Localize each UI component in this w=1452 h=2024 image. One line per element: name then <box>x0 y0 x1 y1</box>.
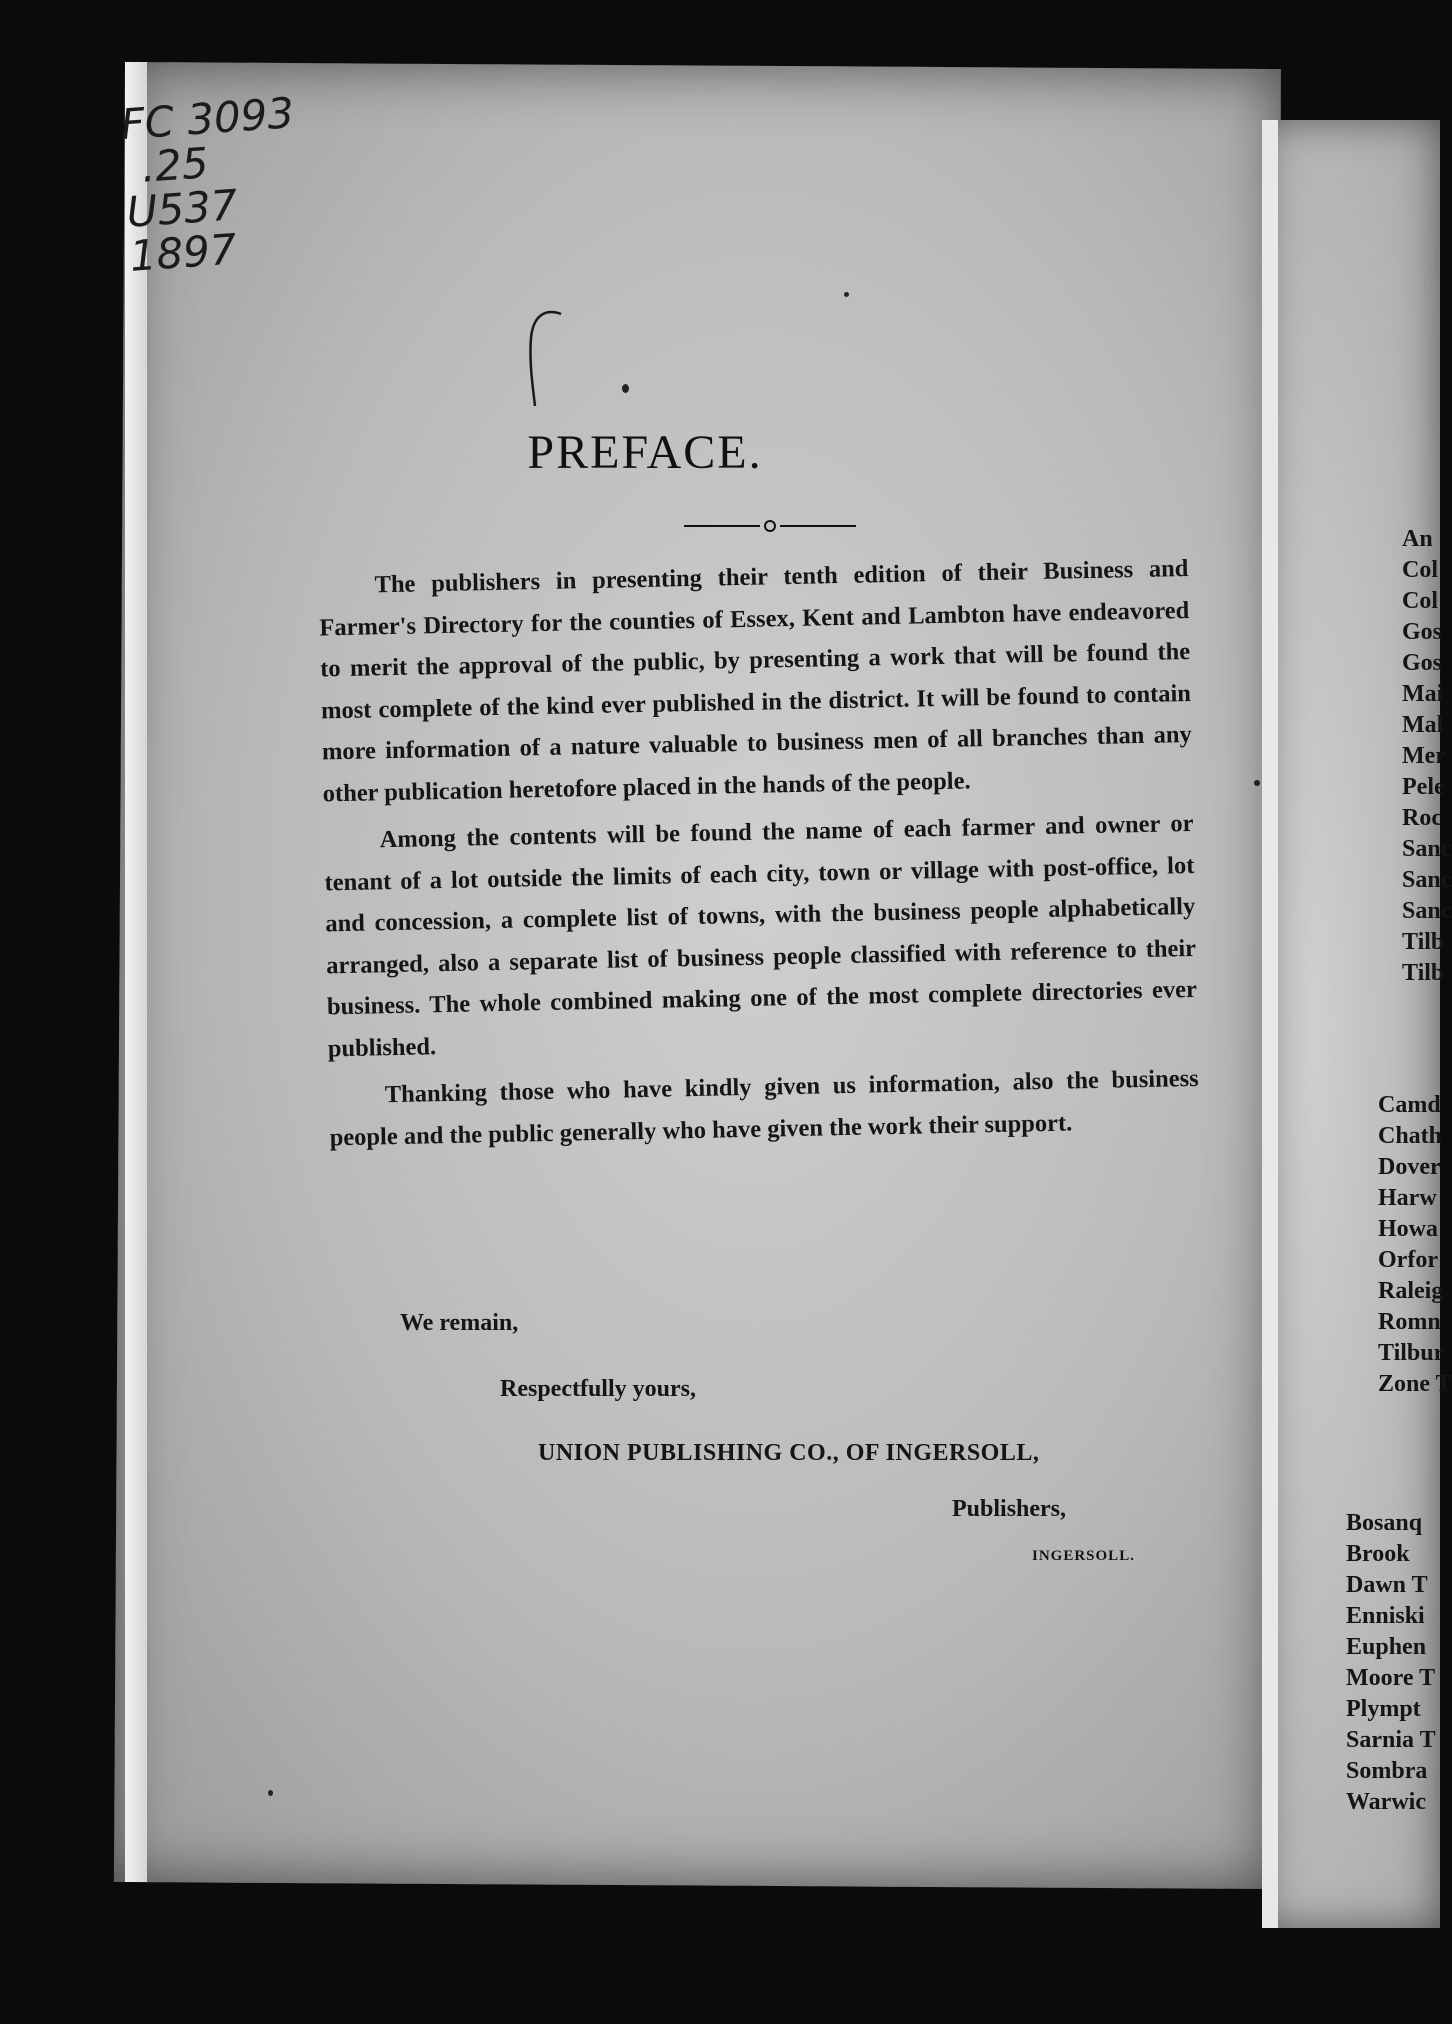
call-number-line: FC 3093 <box>118 88 296 150</box>
list-item: Bosanq <box>1346 1510 1423 1536</box>
list-item: Moore T <box>1346 1665 1436 1691</box>
list-item: Raleig <box>1378 1278 1444 1304</box>
list-item: Tilb <box>1402 929 1445 955</box>
list-item: Mer <box>1402 743 1446 769</box>
list-item: Camd <box>1378 1092 1441 1118</box>
list-item: Enniski <box>1346 1603 1425 1629</box>
call-number-line: 1897 <box>128 224 239 281</box>
list-item: Gos <box>1402 619 1443 645</box>
list-item: Romn <box>1378 1309 1441 1335</box>
list-item: Brook <box>1346 1541 1410 1567</box>
list-item: Warwic <box>1346 1789 1426 1815</box>
paper-speck <box>622 384 629 393</box>
list-item: Mal <box>1402 712 1444 738</box>
list-item: Sanc <box>1402 836 1452 862</box>
list-item: Zone T <box>1378 1371 1452 1397</box>
list-item: Sanc <box>1402 898 1452 924</box>
list-item: Sanc <box>1402 867 1452 893</box>
list-item: Tilb <box>1402 960 1445 986</box>
list-item: Roc <box>1402 805 1442 831</box>
call-number-line: .25 <box>139 138 211 192</box>
list-item: Mai <box>1402 681 1444 707</box>
preface-paragraph: Thanking those who have kindly given us information, also the business people and the public generally who have given the work their support. <box>329 1064 1199 1151</box>
call-number-line: U537 <box>125 180 240 237</box>
publisher-name: UNION PUBLISHING CO., OF INGERSOLL, <box>538 1440 1040 1466</box>
list-item: Howa <box>1378 1216 1438 1242</box>
title-divider <box>684 516 856 536</box>
page-title: PREFACE. <box>527 426 763 479</box>
handwritten-call-number <box>119 87 361 279</box>
paper-speck <box>1254 780 1260 786</box>
pencil-bracket-mark <box>515 308 565 408</box>
right-page-list-townships-c <box>1346 1508 1436 1818</box>
right-page-list-townships-a <box>1402 524 1451 989</box>
list-item: Sombra <box>1346 1758 1428 1784</box>
list-item: Col <box>1402 557 1438 583</box>
list-item: Orfor <box>1378 1247 1438 1273</box>
preface-paragraph: Among the contents will be found the name of each farmer and owner or tenant of a lot outside the limits of each city, town or village with post-office, lot and concession, a complete list of towns, with the business people alphabetically arranged, also a separate list of business people classified with reference to their business. The whole combined making one of the most complete directories ever published. <box>324 809 1198 1062</box>
paper-speck <box>844 292 849 297</box>
right-page-list-townships-b <box>1378 1090 1452 1400</box>
closing-respectfully: Respectfully yours, <box>500 1376 696 1402</box>
list-item: Chath <box>1378 1123 1443 1149</box>
publisher-role: Publishers, <box>952 1496 1067 1522</box>
list-item: Plympt <box>1346 1696 1421 1722</box>
list-item: Tilbur <box>1378 1340 1445 1366</box>
list-item: Dawn T <box>1346 1572 1428 1598</box>
list-item: Col <box>1402 588 1438 614</box>
list-item: An <box>1402 526 1433 552</box>
list-item: Pele <box>1402 774 1445 800</box>
list-item: Harw <box>1378 1185 1437 1211</box>
right-page-edge <box>1262 120 1278 1928</box>
paper-speck <box>268 1790 273 1796</box>
preface-paragraph: The publishers in presenting their tenth edition of their Business and Farmer's Directory for the counties of Essex, Kent and Lambton have endeavored to merit the approval of the public, by presenting a work that will be found the most complete of the kind ever published in the district. It will be found to contain more information of a nature valuable to business men of all branches than any other publication heretofore placed in the hands of the people. <box>319 554 1193 807</box>
closing-we-remain: We remain, <box>400 1310 519 1336</box>
list-item: Sarnia T <box>1346 1727 1436 1753</box>
list-item: Euphen <box>1346 1634 1427 1660</box>
list-item: Gos <box>1402 650 1443 676</box>
list-item: Dover <box>1378 1154 1441 1180</box>
publisher-city: INGERSOLL. <box>1032 1548 1135 1564</box>
preface-body <box>318 548 1200 1164</box>
left-page-edge <box>125 62 147 1882</box>
